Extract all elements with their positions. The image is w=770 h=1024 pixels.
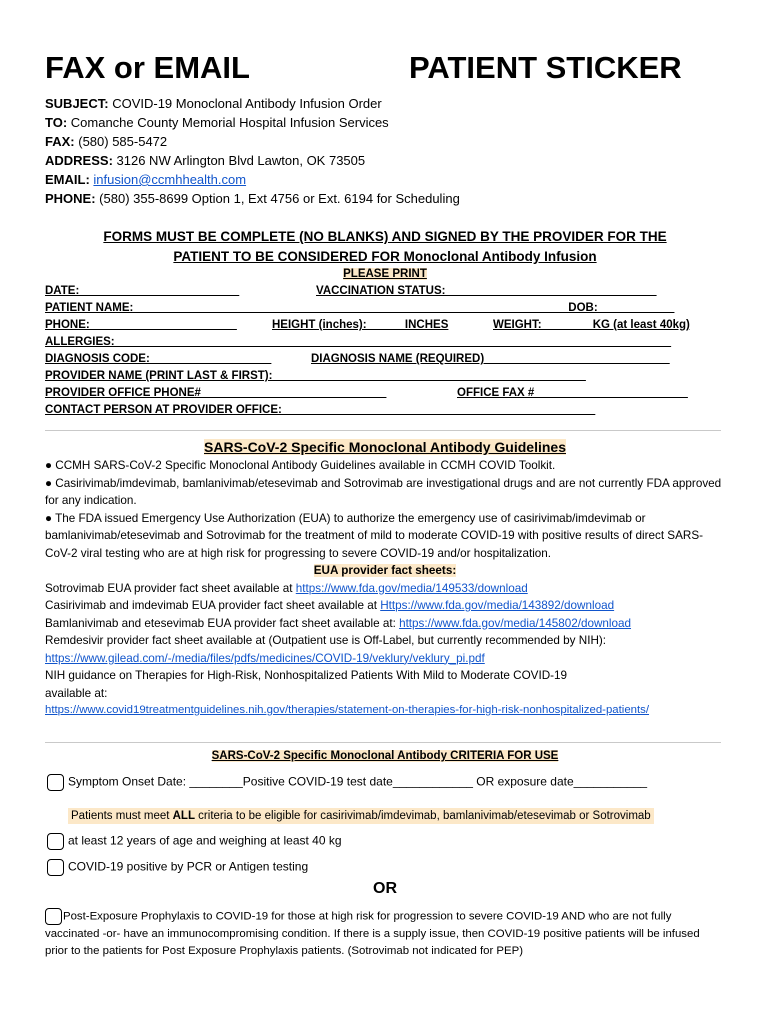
subject-value: COVID-19 Monoclonal Antibody Infusion Order [108,96,382,111]
fax-email-title: FAX or EMAIL [45,50,250,85]
subject-line [45,94,460,113]
fax-value: (580) 585-5472 [74,134,168,149]
height-field[interactable]: HEIGHT (inches):______INCHES [272,319,449,331]
to-label: TO: [45,115,68,130]
forms-notice-line2: PATIENT TO BE CONSIDERED FOR Monoclonal Antibody Infusion [173,249,597,264]
casirivimab-text: Casirivimab and imdevimab EUA provider fact sheet available at [45,599,381,612]
to-value: Comanche County Memorial Hospital Infusion Services [67,115,389,130]
or-label: OR [373,880,397,897]
pcr-checkbox[interactable] [47,859,64,876]
subject-label: SUBJECT: [45,96,109,111]
pep-text: Post-Exposure Prophylaxis to COVID-19 for those at high risk for progression to severe COVID-19 AND who are not fully vaccinated -or- have an immunocompromising condition. If there is a supply issue, then COVID-19 positive patients will be infused prior to the patients for Post Exposure Prophylaxis patients. (Sotrovimab not indicated for PEP) [45,910,700,957]
fax-line [45,132,460,151]
contact-info-block [45,94,460,208]
criteria-title [0,750,770,762]
sotrovimab-line [45,580,725,598]
casirivimab-line [45,597,725,615]
age-weight-checkbox[interactable] [47,833,64,850]
bamlanivimab-text: Bamlanivimab and etesevimab EUA provider fact sheet available at: [45,616,400,630]
please-print-label [0,268,770,280]
email-line [45,170,460,189]
provider-name-field[interactable]: PROVIDER NAME (PRINT LAST & FIRST):_________________________________________________ [45,370,586,382]
symptom-onset-text: Symptom Onset Date: ________Positive COVID-19 test date____________ OR exposure date___________ [68,774,648,789]
allergies-field[interactable]: ALLERGIES:_______________________________________________________________________________________ [45,336,672,348]
guidelines-title-text: SARS-CoV-2 Specific Monoclonal Antibody Guidelines [204,439,566,455]
vaccination-status-field[interactable]: VACCINATION STATUS:_________________________________ [316,285,657,297]
forms-notice [40,227,730,267]
please-print-text: PLEASE PRINT [343,268,427,280]
fax-label: FAX: [45,134,75,149]
diagnosis-name-field[interactable]: DIAGNOSIS NAME (REQUIRED)_____________________________ [311,353,670,365]
sotrovimab-link[interactable]: https://www.fda.gov/media/149533/download [295,581,528,595]
remdesivir-link[interactable]: https://www.gilead.com/-/media/files/pdfs/medicines/COVID-19/veklury/veklury_pi.pdf [45,651,485,665]
guideline-bullet-3: ● The FDA issued Emergency Use Authorization (EUA) to authorize the emergency use of casirivimab/imdevimab or bamlanivimab/etesevimab and Sotrovimab for the treatment of mild to moderate COVID-19 with positive results of direct SARS-CoV-2 viral testing who are at high risk for progressing to severe COVID-19 and/or hospitalization. [45,511,704,560]
bamlanivimab-line [45,615,725,633]
guideline-bullet-2: ● Casirivimab/imdevimab, bamlanivimab/etesevimab and Sotrovimab are investigational drugs and are not currently FDA approved for any indication. [45,476,722,507]
date-field[interactable]: DATE:_________________________ [45,285,240,297]
must-meet-post: criteria to be eligible for casirivimab/imdevimab, bamlanivimab/etesevimab or Sotrovimab [194,810,651,822]
pep-checkbox[interactable] [45,908,62,925]
eua-fact-sheets-text: EUA provider fact sheets: [313,564,457,577]
nih-guidance-link[interactable]: https://www.covid19treatmentguidelines.nih.gov/therapies/statement-on-therapies-for-high-risk-nonhospitalized-patients/ [45,704,650,716]
casirivimab-link[interactable]: Https://www.fda.gov/media/143892/download [380,599,615,612]
must-meet-notice [64,808,658,824]
must-meet-highlight [68,808,654,824]
email-label: EMAIL: [45,172,90,187]
phone-value: (580) 355-8699 Option 1, Ext 4756 or Ext. 6194 for Scheduling [95,191,460,206]
symptom-onset-checkbox[interactable] [47,774,64,791]
phone-line [45,189,460,208]
patient-sticker-title: PATIENT STICKER [409,50,682,85]
provider-office-phone-field[interactable]: PROVIDER OFFICE PHONE#_____________________________ [45,387,387,399]
divider [45,742,721,743]
must-meet-pre: Patients must meet [71,810,173,822]
address-label: ADDRESS: [45,153,113,168]
must-meet-all: ALL [172,810,195,822]
diagnosis-code-field[interactable]: DIAGNOSIS CODE:___________________ [45,353,272,365]
bamlanivimab-link[interactable]: https://www.fda.gov/media/145802/download [399,616,632,630]
nih-text-line1: NIH guidance on Therapies for High-Risk, Nonhospitalized Patients With Mild to Moderate COVID-19 [45,669,568,682]
eua-fact-sheets-title [45,562,725,580]
phone-field[interactable]: PHONE:_______________________ [45,319,237,331]
guideline-bullet-1: ● CCMH SARS-CoV-2 Specific Monoclonal Antibody Guidelines available in CCMH COVID Toolkit. [45,459,556,472]
weight-field[interactable]: WEIGHT:________KG (at least 40kg) [493,319,690,331]
phone-label: PHONE: [45,191,96,206]
office-fax-field[interactable]: OFFICE FAX #________________________ [457,387,688,399]
forms-notice-line1: FORMS MUST BE COMPLETE (NO BLANKS) AND SIGNED BY THE PROVIDER FOR THE [103,229,667,244]
guidelines-title [0,439,770,455]
divider [45,430,721,431]
sotrovimab-text: Sotrovimab EUA provider fact sheet available at [45,581,296,595]
pcr-row [47,859,308,876]
age-weight-row [47,833,342,850]
age-weight-text: at least 12 years of age and weighing at least 40 kg [68,833,342,848]
address-line [45,151,460,170]
pep-row [45,908,725,960]
address-value: 3126 NW Arlington Blvd Lawton, OK 73505 [112,153,366,168]
patient-name-field[interactable]: PATIENT NAME:____________________________________________________________________DOB:____________ [45,302,675,314]
nih-text-line2: available at: [45,686,108,700]
symptom-onset-row [47,774,647,791]
guidelines-body [45,457,725,720]
criteria-title-text: SARS-CoV-2 Specific Monoclonal Antibody CRITERIA FOR USE [211,750,559,762]
to-line [45,113,460,132]
email-link[interactable]: infusion@ccmhhealth.com [93,172,247,187]
contact-person-field[interactable]: CONTACT PERSON AT PROVIDER OFFICE:_________________________________________________ [45,404,596,416]
pcr-text: COVID-19 positive by PCR or Antigen testing [68,859,309,874]
remdesivir-text: Remdesivir provider fact sheet available at (Outpatient use is Off-Label, but currently recommended by NIH): [45,634,607,647]
